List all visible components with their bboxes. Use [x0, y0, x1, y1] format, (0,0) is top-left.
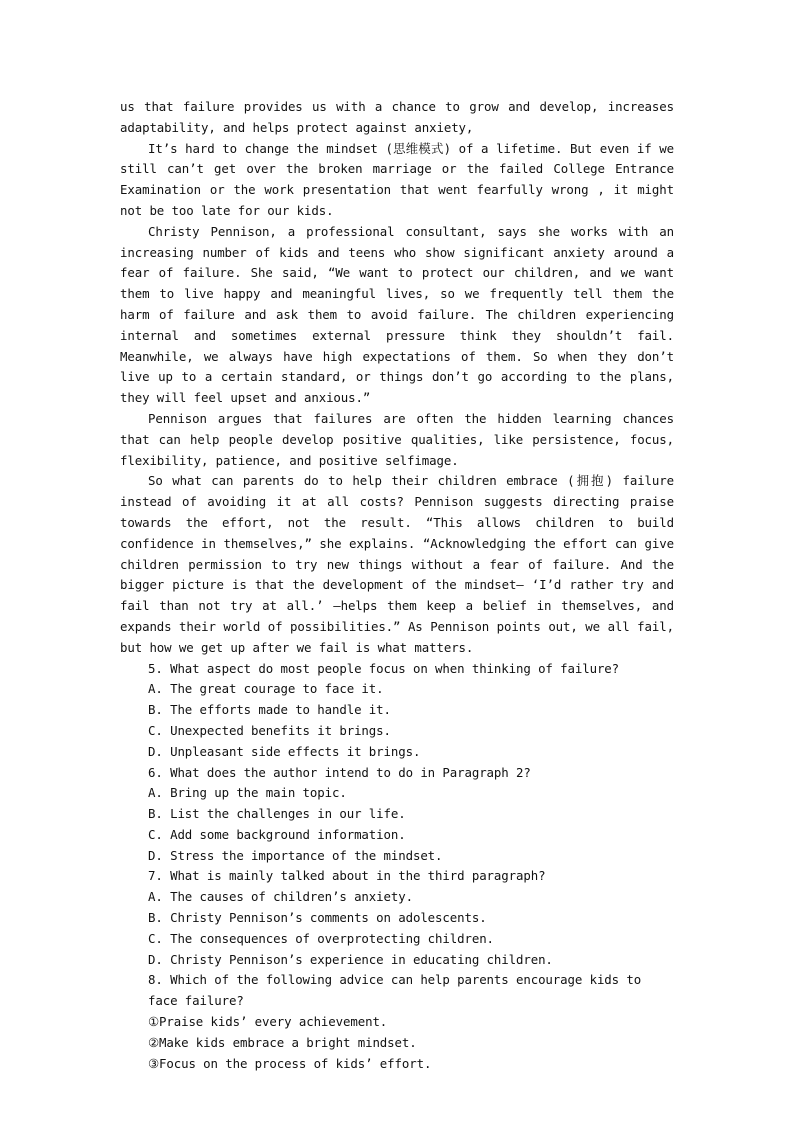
option-b: B. The efforts made to handle it. [148, 702, 391, 718]
option-d: D. Unpleasant side effects it brings. [148, 743, 421, 759]
option-c: C. Unexpected benefits it brings. [148, 722, 391, 738]
paragraph-2: It’s hard to change the mindset (思维模式) of a lifetime. But even if we still can’t get over the broken marriage or the failed College Entrance Examination or the work presentation that went fearfully wrong , it might not be too late for our kids. [120, 140, 674, 218]
option-c: C. Add some background information. [148, 826, 406, 842]
option-d: D. Christy Pennison’s experience in educating children. [148, 951, 553, 967]
option-d: D. Stress the importance of the mindset. [148, 847, 443, 863]
question-stem: 7. What is mainly talked about in the third paragraph? [148, 868, 546, 884]
paragraph-1: us that failure provides us with a chance to grow and develop, increases adaptability, and helps protect against anxiety, [120, 99, 674, 135]
option-3: ③Focus on the process of kids’ effort. [148, 1055, 432, 1071]
option-2: ②Make kids embrace a bright mindset. [148, 1034, 417, 1050]
document-content [120, 97, 674, 1074]
option-b: B. Christy Pennison’s comments on adolescents. [148, 910, 487, 926]
question-stem: 8. Which of the following advice can help parents encourage kids to face failure? [148, 972, 642, 1009]
question-stem: 5. What aspect do most people focus on when thinking of failure? [148, 660, 620, 676]
option-1: ①Praise kids’ every achievement. [148, 1014, 388, 1030]
option-c: C. The consequences of overprotecting children. [148, 930, 494, 946]
question-5 [120, 659, 674, 763]
question-8 [120, 970, 674, 1074]
question-6 [120, 763, 674, 867]
option-a: A. The causes of children’s anxiety. [148, 889, 413, 905]
option-a: A. The great courage to face it. [148, 681, 384, 697]
paragraph-4: Pennison argues that failures are often the hidden learning chances that can help people develop positive qualities, like persistence, focus, flexibility, patience, and positive selfimage. [120, 410, 674, 468]
option-a: A. Bring up the main topic. [148, 785, 347, 801]
paragraph-5: So what can parents do to help their children embrace (拥抱) failure instead of avoiding it at all costs? Pennison suggests directing praise towards the effort, not the result. “This allows children to build confidence in themselves,” she explains. “Acknowledging the effort can give children permission to try new things without a fear of failure. And the bigger picture is that the development of the mindset— ‘I’d rather try and fail than not try at all.’ —helps them keep a belief in themselves, and expands their world of possibilities.” As Pennison points out, we all fail, but how we get up after we fail is what matters. [120, 473, 674, 655]
question-stem: 6. What does the author intend to do in Paragraph 2? [148, 764, 531, 780]
option-b: B. List the challenges in our life. [148, 806, 406, 822]
question-7 [120, 866, 674, 970]
paragraph-3: Christy Pennison, a professional consultant, says she works with an increasing number of kids and teens who show significant anxiety around a fear of failure. She said, “We want to protect our children, and we want them to live happy and meaningful lives, so we frequently tell them the harm of failure and ask them to avoid failure. The children experiencing internal and sometimes external pressure think they shouldn’t fail. Meanwhile, we always have high expectations of them. So when they don’t live up to a certain standard, or things don’t go according to the plans, they will feel upset and anxious.” [120, 223, 674, 406]
